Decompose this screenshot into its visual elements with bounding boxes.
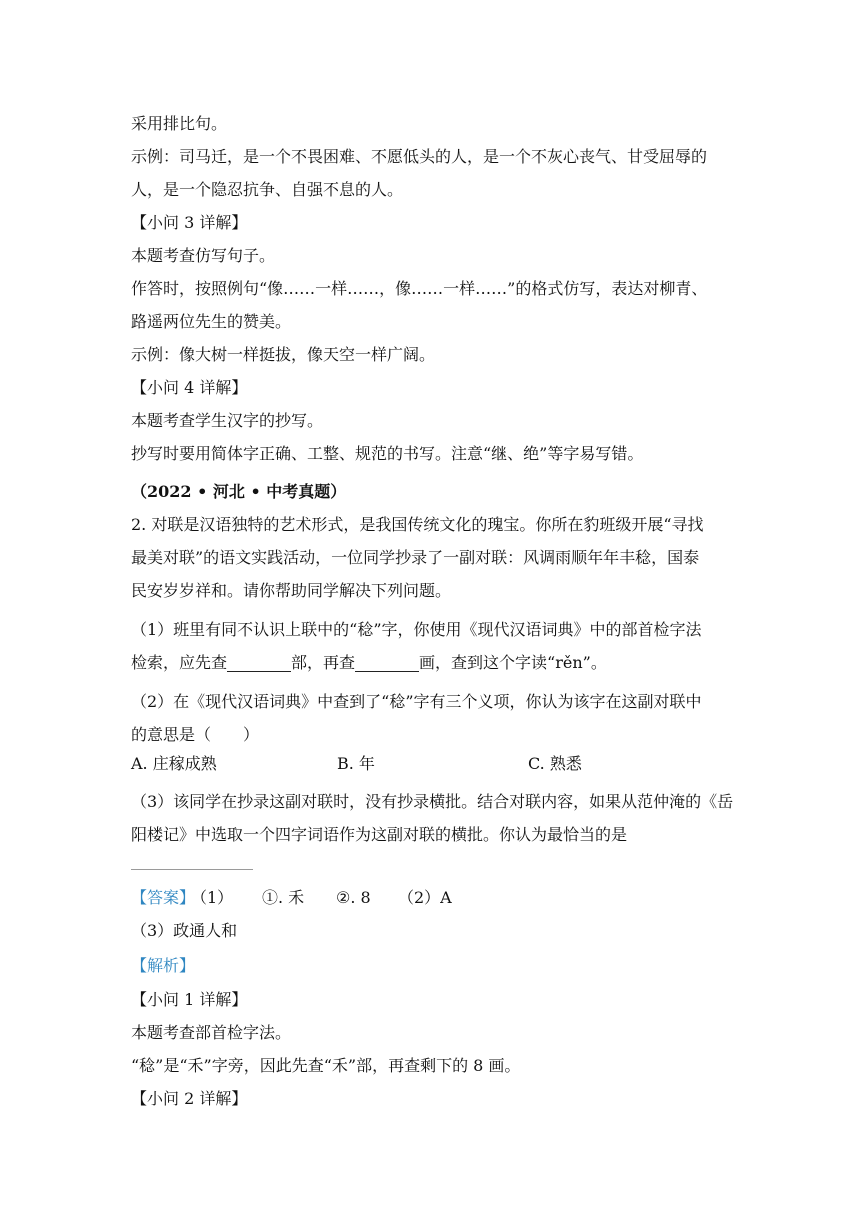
answer-blank xyxy=(227,653,291,672)
answer-part: ②. 8 xyxy=(336,888,371,907)
answer-underline xyxy=(131,869,253,870)
option-c: C. 熟悉 xyxy=(528,754,582,773)
options-row xyxy=(131,752,752,776)
text-line: 示例：像大树一样挺拔，像天空一样广阔。 xyxy=(131,345,436,364)
text-line: “稔”是“禾”字旁，因此先查“禾”部，再查剩下的 8 画。 xyxy=(131,1056,521,1075)
question-source: （2022 • 河北 • 中考真题） xyxy=(131,482,347,501)
answer-label: 【答案】 xyxy=(131,888,196,907)
option-b: B. 年 xyxy=(337,754,375,773)
option-a: A. 庄稼成熟 xyxy=(131,754,217,773)
answer-line: （3）政通人和 xyxy=(131,921,238,940)
analysis-label: 【解析】 xyxy=(131,956,196,975)
section-heading: 【小问 4 详解】 xyxy=(131,378,248,397)
text-line: 本题考查仿写句子。 xyxy=(131,246,276,265)
question-text: 2. 对联是汉语独特的艺术形式，是我国传统文化的瑰宝。你所在豹班级开展“寻找 xyxy=(131,515,704,534)
question-text: 民安岁岁祥和。请你帮助同学解决下列问题。 xyxy=(131,581,452,600)
section-heading: 【小问 2 详解】 xyxy=(131,1089,248,1108)
question-text: 阳楼记》中选取一个四字词语作为这副对联的横批。你认为最恰当的是 xyxy=(131,825,628,844)
question-text: （1）班里有同不认识上联中的“稔”字，你使用《现代汉语词典》中的部首检字法 xyxy=(131,620,702,639)
question-text: （3）该同学在抄录这副对联时，没有抄录横批。结合对联内容，如果从范仲淹的《岳 xyxy=(131,792,734,811)
question-text: 最美对联”的语文实践活动，一位同学抄录了一副对联：风调雨顺年年丰稔，国泰 xyxy=(131,548,700,567)
text-fragment: 画，查到这个字读“rěn”。 xyxy=(419,653,607,672)
text-fragment: 部，再查 xyxy=(291,653,356,672)
answer-part: ①. 禾 xyxy=(262,888,305,907)
answer-row xyxy=(131,886,752,910)
question-text: 的意思是（ ） xyxy=(131,725,260,744)
text-line: 本题考查部首检字法。 xyxy=(131,1023,292,1042)
section-heading: 【小问 3 详解】 xyxy=(131,213,248,232)
text-line: 作答时，按照例句“像……一样……，像……一样……”的格式仿写，表达对柳青、 xyxy=(131,279,708,298)
text-line: 路遥两位先生的赞美。 xyxy=(131,312,292,331)
answer-blank xyxy=(355,653,419,672)
answer-part: （1） xyxy=(191,888,234,907)
text-line: 人，是一个隐忍抗争、自强不息的人。 xyxy=(131,180,404,199)
text-line: 本题考查学生汉字的抄写。 xyxy=(131,411,324,430)
text-line: 采用排比句。 xyxy=(131,114,228,133)
text-line: 示例：司马迁，是一个不畏困难、不愿低头的人，是一个不灰心丧气、甘受屈辱的 xyxy=(131,147,708,166)
section-heading: 【小问 1 详解】 xyxy=(131,990,248,1009)
text-line: 抄写时要用简体字正确、工整、规范的书写。注意“继、绝”等字易写错。 xyxy=(131,444,644,463)
text-fragment: 检索，应先查 xyxy=(131,653,228,672)
answer-part: （2）A xyxy=(398,888,452,907)
question-text: （2）在《现代汉语词典》中查到了“稔”字有三个义项，你认为该字在这副对联中 xyxy=(131,692,702,711)
question-text-with-blanks xyxy=(131,651,752,675)
